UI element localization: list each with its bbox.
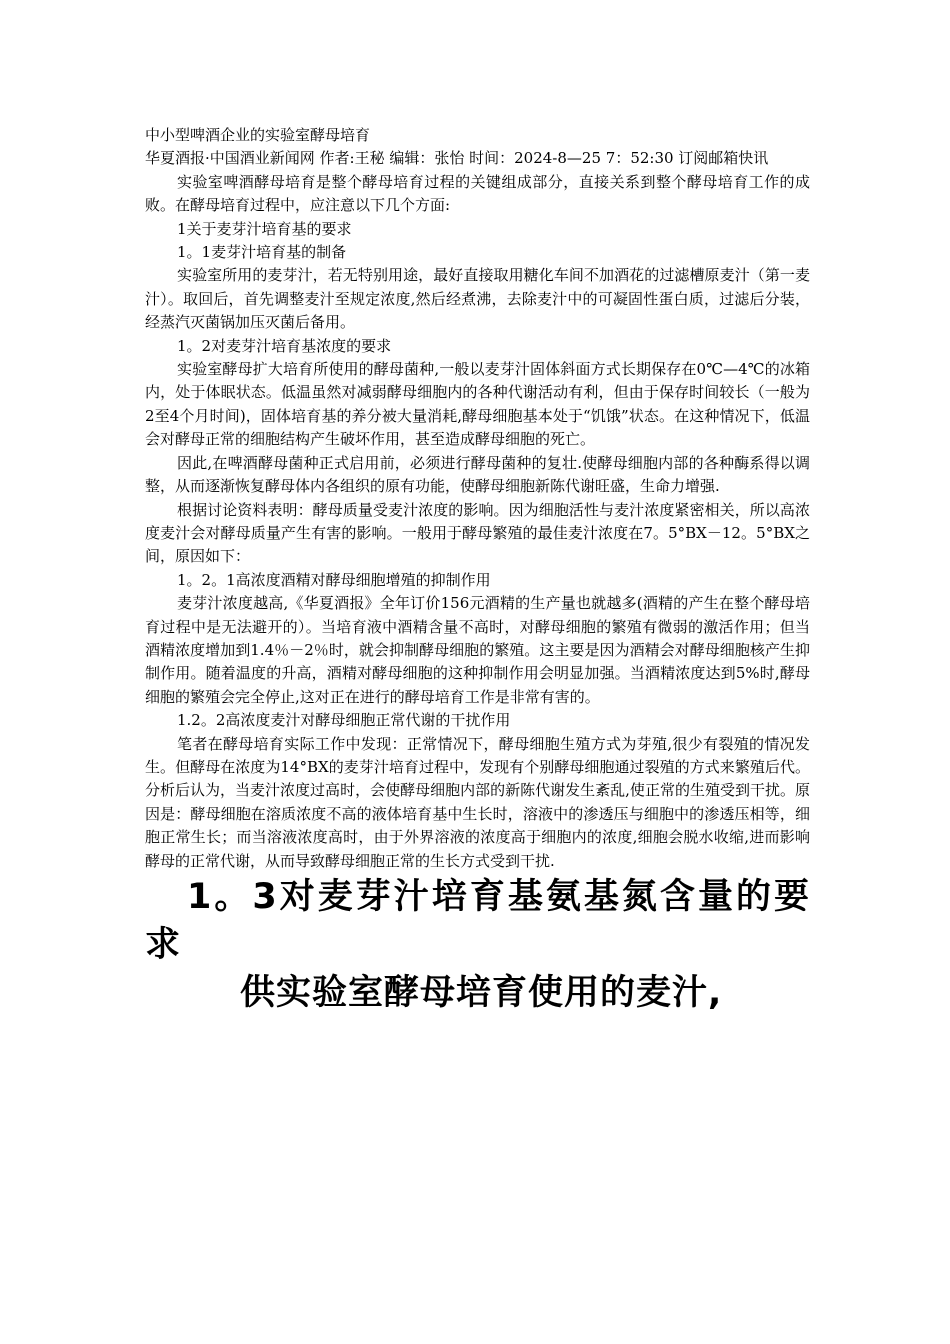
paragraph-1-2-1: 麦芽汁浓度越高,《华夏酒报》全年订价156元酒精的生产量也就越多(酒精的产生在整个酵母培育过程中是无法避开的）。当培育液中酒精含量不高时，对酵母细胞的繁殖有微弱的激活作用；但当酒精浓度增加到1.4％－2％时，就会抑制酵母细胞的繁殖。这主要是因为酒精会对酵母细胞核产生抑制作用。随着温度的升高，酒精对酵母细胞的这种抑制作用会明显加强。当酒精浓度达到5%时,酵母细胞的繁殖会完全停止,这对正在进行的酵母培育工作是非常有害的。	[145, 594, 810, 706]
article-title: 中小型啤酒企业的实验室酵母培育	[145, 126, 371, 144]
paragraph-1-2-b: 因此,在啤酒酵母菌种正式启用前，必须进行酵母菌种的复壮.使酵母细胞内部的各种酶系得以调整，从而逐渐恢复酵母体内各组织的原有功能，使酵母细胞新陈代谢旺盛，生命力增强.	[145, 453, 810, 496]
article-meta: 华夏酒报·中国酒业新闻网 作者:王秘 编辑：张怡 时间：2024-8—25 7：52:30 订阅邮箱快讯	[145, 149, 769, 168]
paragraph-1-3-start: 供实验室酵母培育使用的麦汁,	[240, 973, 723, 1013]
paragraph-1-2-2: 笔者在酵母培育实际工作中发现：正常情况下，酵母细胞生殖方式为芽殖,很少有裂殖的情况发生。但酵母在浓度为14°BX的麦芽汁培育过程中，发现有个别酵母细胞通过裂殖的方式来繁殖后代。分析后认为，当麦汁浓度过高时，会使酵母细胞内部的新陈代谢发生紊乱,使正常的生殖受到干扰。原因是：酵母细胞在溶质浓度不高的液体培育基中生长时，溶液中的渗透压与细胞中的渗透压相等，细胞正常生长；而当溶液浓度高时，由于外界溶液的浓度高于细胞内的浓度,细胞会脱水收缩,进而影响酵母的正常代谢，从而导致酵母细胞正常的生长方式受到干扰.	[145, 734, 810, 870]
document-page	[145, 124, 810, 1017]
paragraph-1-2-c: 根据讨论资料表明：酵母质量受麦汁浓度的影响。因为细胞活性与麦汁浓度紧密相关，所以高浓度麦汁会对酵母质量产生有害的影响。一般用于酵母繁殖的最佳麦汁浓度在7。5°BX－12。5°BX之间，原因如下：	[145, 500, 810, 566]
section-heading-1-2: 1。2对麦芽汁培育基浓度的要求	[177, 336, 392, 355]
section-heading-1-3: 1。3对麦芽汁培育基氨基氮含量的要求	[145, 877, 810, 965]
paragraph-1-2-a: 实验室酵母扩大培育所使用的酵母菌种,一般以麦芽汁固体斜面方式长期保存在0℃—4℃的冰箱内，处于体眠状态。低温虽然对减弱酵母细胞内的各种代谢活动有利，但由于保存时间较长（一般为2至4个月时间)，固体培育基的养分被大量消耗,酵母细胞基本处于“饥饿”状态。在这种情况下，低温会对酵母正常的细胞结构产生破坏作用，甚至造成酵母细胞的死亡。	[145, 360, 810, 449]
section-heading-1: 1关于麦芽汁培育基的要求	[177, 219, 352, 238]
paragraph-intro: 实验室啤酒酵母培育是整个酵母培育过程的关键组成部分，直接关系到整个酵母培育工作的成败。在酵母培育过程中，应注意以下几个方面:	[145, 172, 810, 215]
section-heading-1-2-2: 1.2。2高浓度麦汁对酵母细胞正常代谢的干扰作用	[177, 711, 511, 730]
paragraph-1-1: 实验室所用的麦芽汁，若无特别用途，最好直接取用糖化车间不加酒花的过滤槽原麦汁（第一麦汁）。取回后，首先调整麦汁至规定浓度,然后经煮沸，去除麦汁中的可凝固性蛋白质，过滤后分装，经蒸汽灭菌锅加压灭菌后备用。	[145, 266, 810, 332]
section-heading-1-2-1: 1。2。1高浓度酒精对酵母细胞增殖的抑制作用	[177, 570, 491, 589]
section-heading-1-1: 1。1麦芽汁培育基的制备	[177, 243, 347, 262]
